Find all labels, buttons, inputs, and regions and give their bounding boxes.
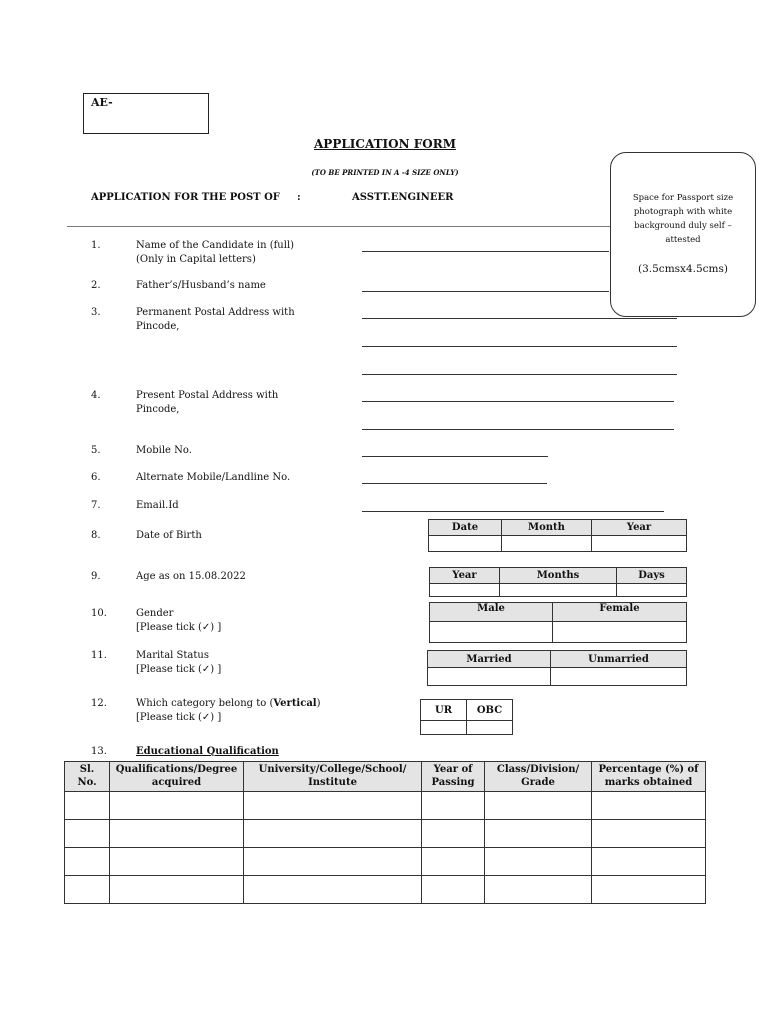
permanent-address-line-3[interactable] [362, 374, 677, 375]
edu-header-sl [65, 762, 110, 792]
present-address-line-2[interactable] [362, 429, 674, 430]
field-label-name [136, 239, 294, 267]
table-cell[interactable] [110, 876, 244, 904]
gender-table [429, 602, 687, 643]
field-number-12: 12. [91, 698, 107, 709]
category-vertical-text: Vertical [273, 698, 317, 709]
field-number-2: 2. [91, 280, 101, 291]
header-line: University/College/School/ [258, 764, 407, 775]
table-cell[interactable] [65, 876, 110, 904]
education-heading: Educational Qualification [136, 746, 279, 757]
photo-box[interactable] [610, 152, 756, 317]
field-label-category [136, 697, 321, 725]
field-label-line [136, 697, 321, 711]
table-cell[interactable] [244, 792, 422, 820]
field-label-line: Pincode, [136, 404, 180, 415]
category-label-text: Which category belong to ( [136, 698, 274, 709]
age-days-cell[interactable] [617, 584, 687, 597]
field-label-line: [Please tick (✓) ] [136, 664, 222, 675]
table-cell[interactable] [485, 792, 592, 820]
field-label-line: [Please tick (✓) ] [136, 622, 222, 633]
field-label-line: Gender [136, 608, 174, 619]
field-label-line: [Please tick (✓) ] [136, 712, 222, 723]
present-address-line-1[interactable] [362, 401, 674, 402]
marital-married-header: Married [428, 651, 551, 668]
table-cell[interactable] [110, 848, 244, 876]
age-year-cell[interactable] [430, 584, 500, 597]
father-name-input-line[interactable] [362, 291, 609, 292]
gender-female-header: Female [553, 603, 687, 622]
edu-header-year [422, 762, 485, 792]
dob-month-cell[interactable] [502, 536, 592, 552]
table-cell[interactable] [592, 848, 706, 876]
form-subtitle: (TO BE PRINTED IN A -4 SIZE ONLY) [311, 168, 459, 177]
table-cell[interactable] [65, 820, 110, 848]
field-label-permanent-address [136, 306, 295, 334]
table-cell[interactable] [244, 848, 422, 876]
table-cell[interactable] [485, 820, 592, 848]
edu-header-university [244, 762, 422, 792]
header-line: Grade [521, 777, 555, 788]
gender-male-header: Male [430, 603, 553, 622]
table-cell[interactable] [110, 820, 244, 848]
field-label-marital-status [136, 649, 221, 677]
marital-unmarried-header: Unmarried [551, 651, 687, 668]
field-number-9: 9. [91, 571, 101, 582]
table-row [65, 876, 706, 904]
field-label-present-address [136, 389, 278, 417]
marital-unmarried-cell[interactable] [551, 668, 687, 686]
table-cell[interactable] [65, 792, 110, 820]
field-number-4: 4. [91, 390, 101, 401]
header-line: No. [77, 777, 97, 788]
field-label-alternate-phone: Alternate Mobile/Landline No. [136, 472, 291, 483]
table-cell[interactable] [422, 848, 485, 876]
field-label-father-name: Father’s/Husband’s name [136, 280, 266, 291]
category-ur-header: UR [421, 700, 467, 721]
field-label-dob: Date of Birth [136, 530, 202, 541]
age-days-header: Days [617, 568, 687, 584]
header-line: Percentage (%) of [598, 764, 699, 775]
mobile-input-line[interactable] [362, 456, 548, 457]
alternate-phone-input-line[interactable] [362, 483, 547, 484]
table-cell[interactable] [244, 820, 422, 848]
category-obc-header: OBC [467, 700, 513, 721]
field-label-line: Pincode, [136, 321, 180, 332]
field-label-line: Present Postal Address with [136, 390, 279, 401]
dob-year-header: Year [592, 520, 687, 536]
table-cell[interactable] [485, 848, 592, 876]
field-number-3: 3. [91, 307, 101, 318]
header-line: Institute [308, 777, 357, 788]
form-title: APPLICATION FORM [314, 137, 456, 151]
permanent-address-line-2[interactable] [362, 346, 677, 347]
table-cell[interactable] [592, 792, 706, 820]
age-months-cell[interactable] [500, 584, 617, 597]
field-label-line: Name of the Candidate in (full) [136, 240, 295, 251]
photo-size: (3.5cmsx4.5cms) [638, 263, 728, 275]
table-row [65, 792, 706, 820]
category-label-close: ) [316, 698, 321, 709]
field-number-13: 13. [91, 746, 107, 757]
edu-header-class [485, 762, 592, 792]
dob-month-header: Month [502, 520, 592, 536]
header-line: marks obtained [604, 777, 693, 788]
education-table [64, 761, 706, 904]
category-table [420, 699, 513, 735]
field-label-line: Permanent Postal Address with [136, 307, 295, 318]
table-cell[interactable] [244, 876, 422, 904]
field-number-5: 5. [91, 445, 101, 456]
table-row [65, 820, 706, 848]
field-label-line: Marital Status [136, 650, 209, 661]
field-number-6: 6. [91, 472, 101, 483]
age-year-header: Year [430, 568, 500, 584]
email-input-line[interactable] [362, 511, 664, 512]
field-label-email: Email.Id [136, 500, 179, 511]
field-label-gender [136, 607, 221, 635]
table-cell[interactable] [110, 792, 244, 820]
dob-date-header: Date [429, 520, 502, 536]
post-label: APPLICATION FOR THE POST OF [91, 192, 280, 203]
marital-table [427, 650, 687, 686]
photo-instructions: Space for Passport size photograph with white background duly self – attested [632, 193, 734, 245]
age-table [429, 567, 687, 597]
field-label-mobile: Mobile No. [136, 445, 192, 456]
header-line: Class/Division/ [496, 764, 580, 775]
age-months-header: Months [500, 568, 617, 584]
field-label-age: Age as on 15.08.2022 [136, 571, 246, 582]
category-obc-cell[interactable] [467, 721, 513, 735]
post-colon: : [297, 192, 301, 203]
table-cell[interactable] [592, 820, 706, 848]
dob-date-cell[interactable] [429, 536, 502, 552]
table-cell[interactable] [422, 820, 485, 848]
education-header-row [65, 762, 706, 792]
category-ur-cell[interactable] [421, 721, 467, 735]
field-number-8: 8. [91, 530, 101, 541]
field-label-line: (Only in Capital letters) [136, 254, 256, 265]
field-number-1: 1. [91, 240, 101, 251]
table-cell[interactable] [592, 876, 706, 904]
field-number-7: 7. [91, 500, 101, 511]
name-input-line[interactable] [362, 251, 609, 252]
gender-male-cell[interactable] [430, 622, 553, 643]
header-line: Qualifications/Degree [115, 764, 238, 775]
reference-box[interactable] [83, 93, 209, 134]
gender-female-cell[interactable] [553, 622, 687, 643]
edu-header-qualification [110, 762, 244, 792]
separator-line [67, 226, 617, 227]
table-cell[interactable] [65, 848, 110, 876]
dob-year-cell[interactable] [592, 536, 687, 552]
edu-header-percentage [592, 762, 706, 792]
header-line: Year of [433, 764, 473, 775]
table-cell[interactable] [422, 876, 485, 904]
reference-prefix: AE- [91, 96, 113, 109]
header-line: Passing [431, 777, 475, 788]
table-cell[interactable] [422, 792, 485, 820]
dob-table [428, 519, 687, 552]
header-line: acquired [151, 777, 202, 788]
permanent-address-line-1[interactable] [362, 318, 677, 319]
header-line: Sl. [79, 764, 95, 775]
table-row [65, 848, 706, 876]
table-cell[interactable] [485, 876, 592, 904]
field-number-11: 11. [91, 650, 107, 661]
post-value: ASSTT.ENGINEER [352, 192, 454, 203]
marital-married-cell[interactable] [428, 668, 551, 686]
field-number-10: 10. [91, 608, 107, 619]
